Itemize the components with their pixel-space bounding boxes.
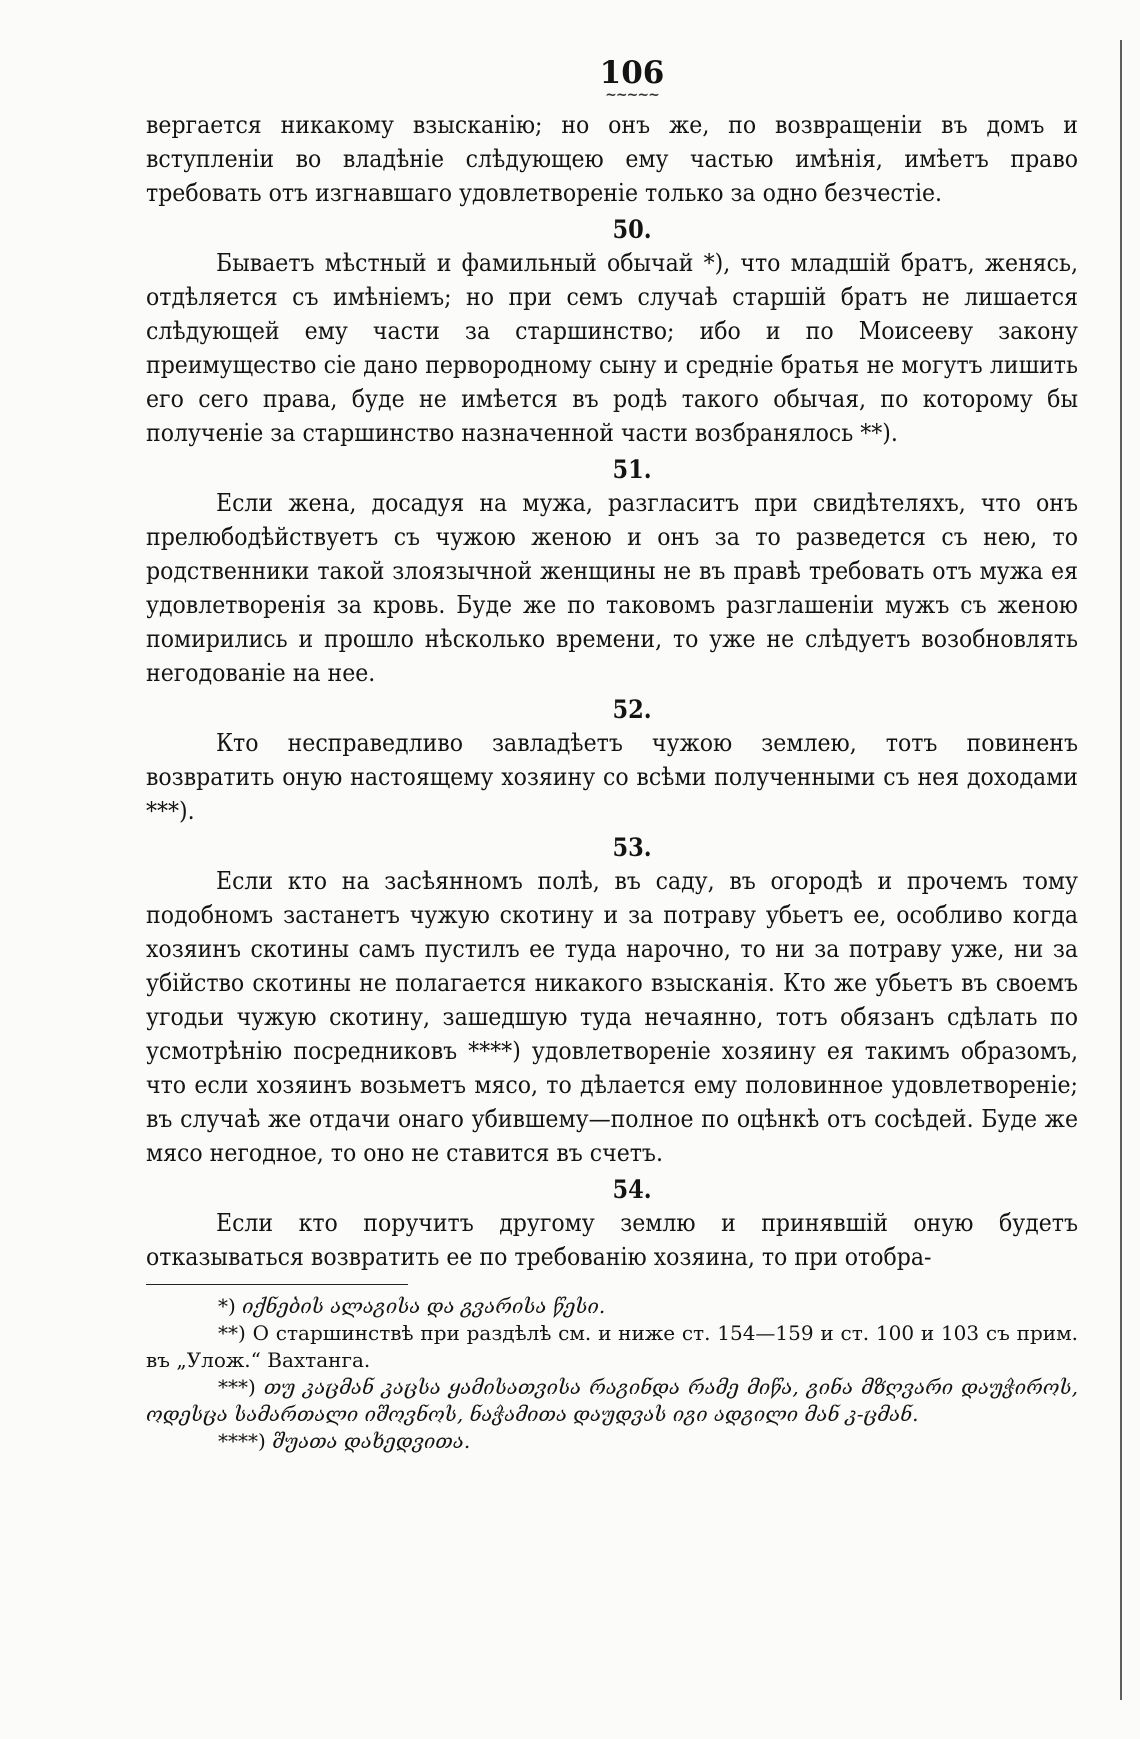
footnote-mark: ****): [218, 1429, 266, 1453]
paragraph-51: Если жена, досадуя на мужа, разгласитъ при свидѣтеляхъ, что онъ прелюбодѣйствуетъ съ чужою женою и онъ за то разведется съ нею, то родственники такой злоязычной женщины не въ правѣ требовать отъ мужа ея удовлетворенія за кровь. Буде же по таковомъ разглашеніи мужъ съ женою помирились и прошло нѣсколько времени, то уже не слѣдуетъ возобновлять негодованіе на нее.: [146, 488, 1078, 687]
paragraph-53: Если кто на засѣянномъ полѣ, въ саду, въ огородѣ и прочемъ тому подобномъ застанетъ чужую скотину и за потраву убьетъ ее, особливо когда хозяинъ скотины самъ пустилъ ее туда нарочно, то ни за потраву уже, ни за убійство скотины не полагается никакого взысканія. Кто же убьетъ въ своемъ угодьи чужую скотину, зашедшую туда нечаянно, тотъ обязанъ сдѣлать по усмотрѣнію посредниковъ ****) удовлетвореніе хозяину ея такимъ образомъ, что если хозяинъ возьметъ мясо, то дѣлается ему половинное удовлетвореніе; въ случаѣ же отдачи онаго убившему—полное по оцѣнкѣ отъ сосѣдей. Буде же мясо негодное, то оно не ставится въ счетъ.: [146, 866, 1078, 1167]
section-number-52: 52.: [612, 695, 652, 724]
paragraph-52: Кто несправедливо завладѣетъ чужою землею, тотъ повиненъ возвратить оную настоящему хозяину со всѣми полученными съ нея доходами ***).: [146, 728, 1078, 825]
footnote-text: О старшинствѣ при раздѣлѣ см. и ниже ст. 154—159 и ст. 100 и 103 съ прим. въ „Улож.“ Вахтанга.: [146, 1321, 1078, 1372]
body-text: [146, 108, 1078, 1274]
footnote-3: [146, 1374, 1078, 1428]
page-number-ornament: ~~~~~: [605, 87, 659, 103]
footnote-mark: *): [218, 1294, 236, 1318]
section-number-53: 53.: [612, 833, 652, 862]
page-number: [186, 55, 1078, 103]
footnote-text: იქნების ალაგისა და გვარისა წესი.: [242, 1294, 606, 1318]
page-edge-line: [1120, 40, 1122, 1700]
footnotes: [146, 1293, 1078, 1455]
footnote-mark: ***): [218, 1375, 256, 1399]
document-page: [146, 56, 1078, 1455]
footnote-separator: [146, 1284, 408, 1285]
paragraph-continued: вергается никакому взысканію; но онъ же, по возвращеніи въ домъ и вступленіи во владѣніе слѣдующею ему частью имѣнія, имѣетъ право требовать отъ изгнавшаго удовлетвореніе только за одно безчестіе.: [146, 110, 1078, 207]
footnote-text: შუათა დახედვითა.: [272, 1429, 471, 1453]
page-number-value: 106: [599, 55, 665, 91]
section-number-50: 50.: [612, 215, 652, 244]
section-number-51: 51.: [612, 455, 652, 484]
footnote-2: [146, 1320, 1078, 1374]
paragraph-54: Если кто поручитъ другому землю и принявшій оную будетъ отказываться возвратить ее по требованію хозяина, то при отобра-: [146, 1208, 1078, 1271]
footnote-1: [146, 1293, 1078, 1320]
footnote-4: [146, 1428, 1078, 1455]
section-number-54: 54.: [612, 1175, 652, 1204]
paragraph-50: Бываетъ мѣстный и фамильный обычай *), что младшій братъ, женясь, отдѣляется съ имѣніемъ; но при семъ случаѣ старшій братъ не лишается слѣдующей ему части за старшинство; ибо и по Моисееву закону преимущество сіе дано первородному сыну и средніе братья не могутъ лишить его сего права, буде не имѣется въ родѣ такого обычая, по которому бы полученіе за старшинство назначенной части возбранялось **).: [146, 248, 1078, 447]
footnote-mark: **): [218, 1321, 246, 1345]
footnote-text: თუ კაცმან კაცსა ყამისათვისა რაგინდა რამე მიწა, გინა მზღვარი დაუჭიროს, ოდესცა სამართალი იშოვნოს, ნაჭამითა დაუდვას იგი ადგილი მან კ-ცმან.: [146, 1375, 1078, 1426]
